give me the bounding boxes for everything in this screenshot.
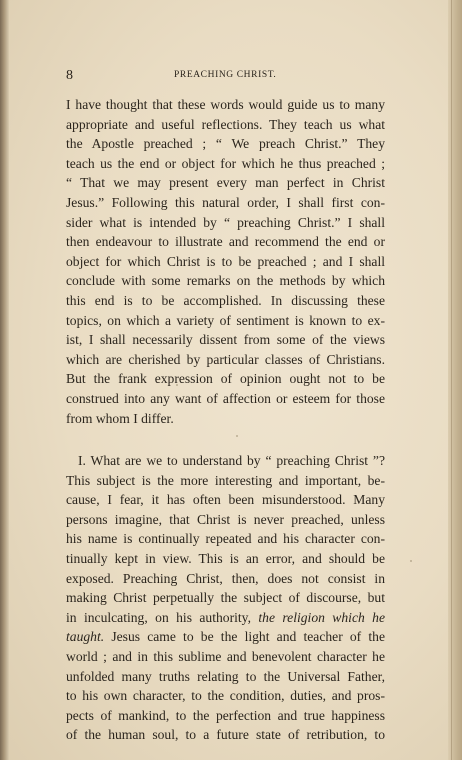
text-line: tinually kept in view. This is an error, and should be xyxy=(66,551,385,567)
text-line: the Apostle preached ; “ We preach Christ.” They xyxy=(66,136,385,152)
italic-phrase: taught. xyxy=(66,629,105,645)
text-line: world ; and in this sublime and benevolent character he xyxy=(66,649,385,665)
text-line: cause, I fear, it has often been misunderstood. Many xyxy=(66,492,385,508)
text-line: from whom I differ. xyxy=(66,410,174,426)
text-line: This subject is the more interesting and important, be- xyxy=(66,472,385,488)
text-line: But the frank expression of opinion ought not to be xyxy=(66,371,385,387)
running-head xyxy=(66,68,386,84)
paragraph-2 xyxy=(66,451,385,745)
paragraph-gap xyxy=(66,428,385,451)
text-line: “ That we may present every man perfect in Christ xyxy=(66,175,385,191)
text-line: to his own character, to the condition, duties, and pros- xyxy=(66,688,385,704)
text-line: Jesus.” Following this natural order, I shall first con- xyxy=(66,194,385,210)
binding-edge xyxy=(0,0,9,760)
page-number: 8 xyxy=(66,68,73,83)
text-line xyxy=(66,627,385,647)
paragraph-1 xyxy=(66,95,385,428)
text-fragment: in inculcating, on his authority, xyxy=(66,609,251,625)
text-line xyxy=(66,608,385,628)
paper-speck xyxy=(410,560,412,562)
text-line: persons imagine, that Christ is never preached, unless xyxy=(66,511,385,527)
text-line: unfolded many truths relating to the Universal Father, xyxy=(66,668,385,684)
text-line: then endeavour to illustrate and recommend the end or xyxy=(66,234,385,250)
text-line: teach us the end or object for which he thus preached ; xyxy=(66,155,385,171)
italic-phrase: the religion which he xyxy=(258,609,385,625)
text-line: I have thought that these words would guide us to many xyxy=(66,97,385,112)
text-line: pects of mankind, to the perfection and true happiness xyxy=(66,707,385,723)
text-line: I. What are we to understand by “ preaching Christ ”? xyxy=(78,453,385,469)
body-text xyxy=(66,95,385,745)
text-line: which are cherished by particular classes of Christians. xyxy=(66,351,385,367)
text-line: of the human soul, to a future state of retribution, to xyxy=(66,727,385,743)
fore-edge-line xyxy=(451,0,452,760)
text-fragment: Jesus came to be the light and teacher of the xyxy=(111,629,385,645)
text-line: making Christ perpetually the subject of discourse, but xyxy=(66,590,385,606)
text-line: topics, on which a variety of sentiment is known to ex- xyxy=(66,312,385,328)
running-title: PREACHING CHRIST. xyxy=(174,70,277,80)
text-line: ist, I shall necessarily dissent from some of the views xyxy=(66,332,385,348)
text-line: this end is to be accomplished. In discussing these xyxy=(66,292,385,308)
text-line: object for which Christ is to be preached ; and I shall xyxy=(66,253,385,269)
text-line: exposed. Preaching Christ, then, does not consist in xyxy=(66,570,385,586)
text-line: construed into any want of affection or esteem for those xyxy=(66,390,385,406)
text-line: sider what is intended by “ preaching Christ.” I shall xyxy=(66,214,385,230)
text-line: conclude with some remarks on the methods by which xyxy=(66,273,385,289)
text-line: appropriate and useful reflections. They teach us what xyxy=(66,116,385,132)
text-line: his name is continually repeated and his character con- xyxy=(66,531,385,547)
